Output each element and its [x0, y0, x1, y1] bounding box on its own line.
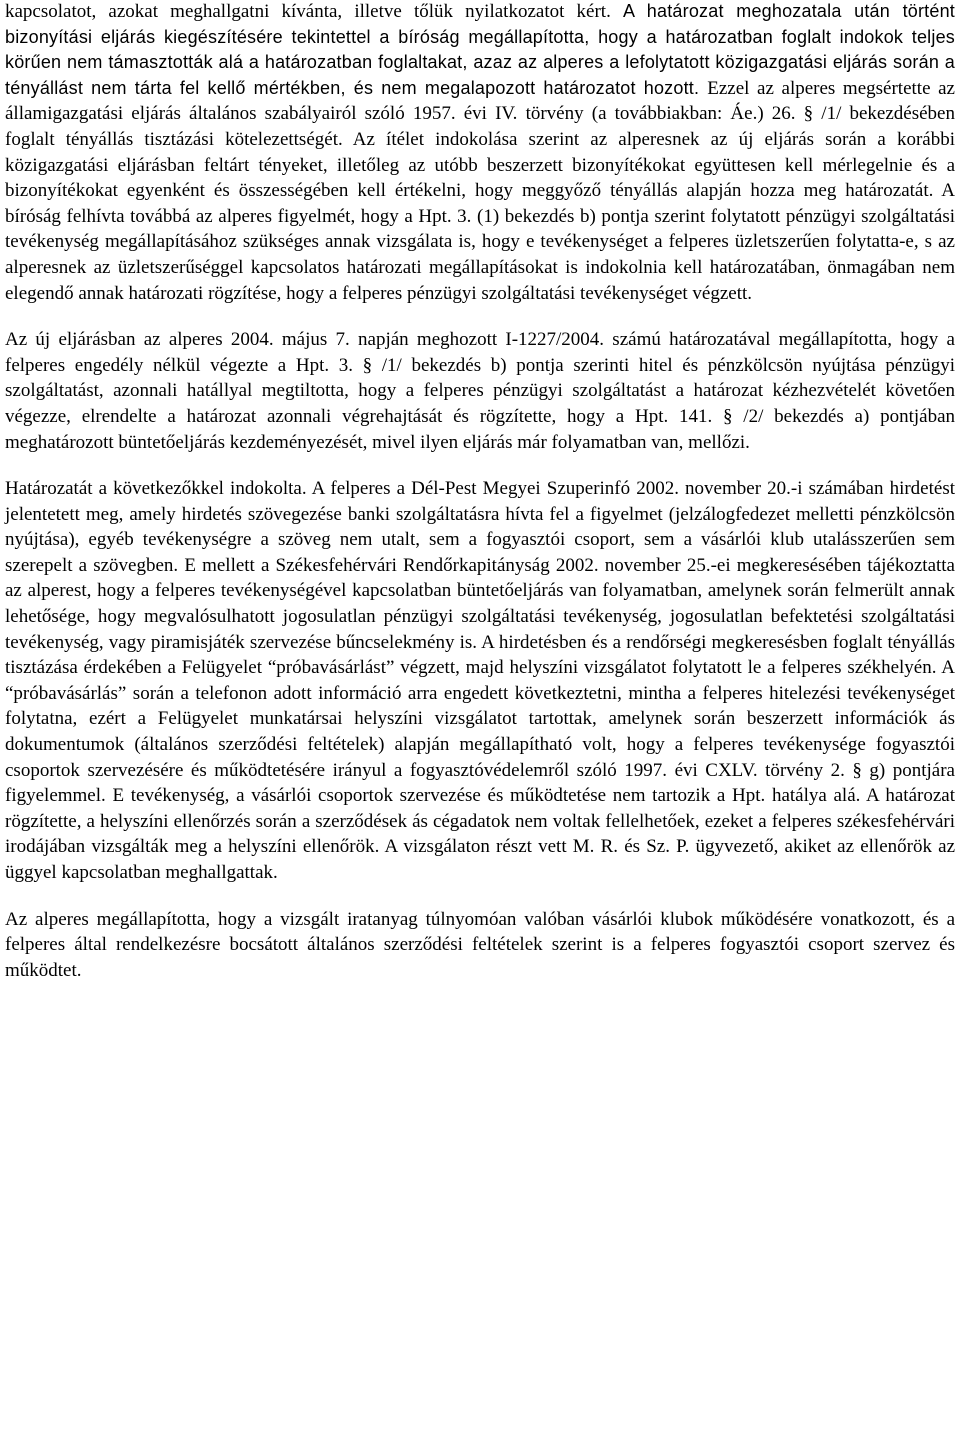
paragraph-3	[5, 476, 955, 886]
paragraph-2-text: Az új eljárásban az alperes 2004. május 7. napján meghozott I-1227/2004. számú határozatával megállapította, hogy a felperes engedély nélkül végezte a Hpt. 3. § /1/ bekezdés b) pontja szerinti hitel és pénzkölcsön nyújtása pénzügyi szolgáltatást, azonnali hatállyal megtiltotta, hogy a felperes pénzügyi szolgáltatást a határozat kézhezvételét követően végezze, elrendelte a határozat azonnali végrehajtását és rögzítette, hogy a Hpt. 141. § /2/ bekezdés a) pontjában meghatározott büntetőeljárás kezdeményezését, mivel ilyen eljárás már folyamatban van, mellőzi.	[5, 329, 955, 453]
paragraph-4	[5, 907, 955, 984]
paragraph-1-segment-1: kapcsolatot, azokat meghallgatni kívánta, illetve tőlük nyilatkozatot kért.	[5, 1, 623, 22]
paragraph-4-text: Az alperes megállapította, hogy a vizsgált iratanyag túlnyomóan valóban vásárlói klubok működésére vonatkozott, és a felperes által rendelkezésre bocsátott általános szerződési feltételek szerint is a felperes fogyasztói csoport szervez és működtet.	[5, 908, 955, 981]
document-page	[5, 0, 955, 983]
paragraph-1-segment-2: A határozat meghozatala után történt bizonyítási eljárás kiegészítésére tekintettel a bíróság megállapította, hogy a határozatban foglalt indokok teljes körűen nem támasztották alá a határozatban foglaltakat, azaz az alperes a lefolytatott közigazgatási eljárás során a tényállást nem tárta fel kellő mértékben, és nem megalapozott határozatot hozott.	[5, 1, 955, 98]
paragraph-1-segment-3: Ezzel az alperes megsértette az államigazgatási eljárás általános szabályairól szóló 1957. évi IV. törvény (a továbbiakban: Áe.) 26. § /1/ bekezdésében foglalt tényállás tisztázási kötelezettségét. Az ítélet indokolása szerint az alperesnek az új eljárás során a korábbi közigazgatási eljárásban feltárt tényeket, illetőleg az utóbb beszerzett bizonyítékokat együttesen kell mérlegelnie és a bizonyítékokat egyenként és összességében kell értékelni, hogy meggyőző tényállás alapján hozza meg határozatát. A bíróság felhívta továbbá az alperes figyelmét, hogy a Hpt. 3. (1) bekezdés b) pontja szerint folytatott pénzügyi szolgáltatási tevékenység megállapításához szükséges annak vizsgálata is, hogy e tevékenységet a felperes üzletszerűen folytatta-e, s az alperesnek az üzletszerűséggel kapcsolatos határozati megállapításokat is indokolnia kell határozatában, önmagában nem elegendő annak határozati rögzítése, hogy a felperes pénzügyi szolgáltatási tevékenységet végzett.	[5, 77, 955, 304]
paragraph-3-text: Határozatát a következőkkel indokolta. A felperes a Dél-Pest Megyei Szuperinfó 2002. november 20.-i számában hirdetést jelentetett meg, amely hirdetés szövegezése banki szolgáltatásra hívta fel a figyelmet (jelzálogfedezet melletti pénzkölcsön nyújtása), egyéb tevékenységre a szöveg nem utalt, sem a fogyasztói csoport, sem a vásárlói klub utalásszerűen sem szerepelt a szövegben. E mellett a Székesfehérvári Rendőrkapitányság 2002. november 25.-ei megkeresésében tájékoztatta az alperest, hogy a felperes tevékenységével kapcsolatban büntetőeljárás van folyamatban, amelynek során felmerült annak lehetősége, hogy megvalósulhatott jogosulatlan pénzügyi szolgáltatási tevékenység, jogosulatlan befektetési szolgáltatási tevékenység, vagy piramisjáték szervezése bűncselekmény is. A hirdetésben és a rendőrségi megkeresésben foglalt tényállás tisztázása érdekében a Felügyelet “próbavásárlást” végzett, majd helyszíni vizsgálatot folytatott le a felperes székhelyén. A “próbavásárlás” során a telefonon adott információ arra engedett következtetni, mintha a felperes hitelezési tevékenységet folytatna, ezért a Felügyelet munkatársai helyszíni vizsgálatot tartottak, amelynek során beszerzett információk ás dokumentumok (általános szerződési feltételek) alapján megállapítható volt, hogy a felperes tevékenysége fogyasztói csoportok szervezésére és működtetésére irányul a fogyasztóvédelemről szóló 1997. évi CXLV. törvény 2. § g) pontjára figyelemmel. E tevékenység, a vásárlói csoportok szervezése és működtetése nem tartozik a Hpt. hatálya alá. A határozat rögzítette, a helyszíni ellenőrzés során a szerződések ás cégadatok nem voltak fellelhetőek, ezeket a felperes székesfehérvári irodájában vizsgálták meg a helyszíni ellenőrök. A vizsgálaton részt vett M. R. és Sz. P. ügyvezető, akiket az ellenőrök az üggyel kapcsolatban meghallgattak.	[5, 478, 955, 883]
paragraph-1	[5, 0, 955, 306]
paragraph-2	[5, 327, 955, 455]
